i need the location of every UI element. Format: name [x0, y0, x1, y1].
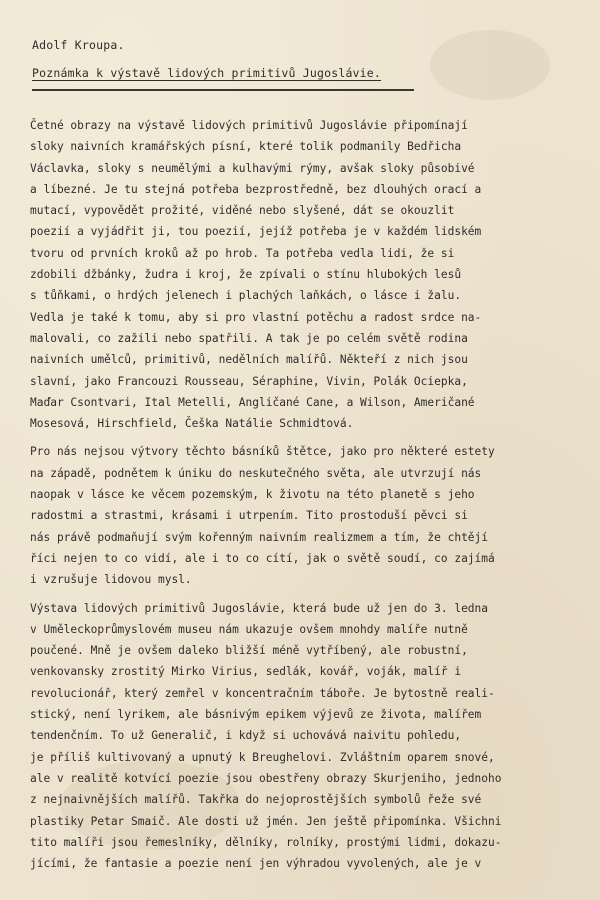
text-line: poučené. Mně je ovšem daleko bližší méně vytříbený, ale robustní, [30, 644, 468, 658]
text-line: tendenčním. To už Generalič, i když si uchovává naivitu pohledu, [30, 729, 462, 743]
text-line: Četné obrazy na výstavě lidových primitivů Jugoslávie připomínají [30, 119, 468, 132]
author-name: Adolf Kroupa. [32, 38, 125, 52]
text-line: Výstava lidových primitivů Jugoslávie, která bude už jen do 3. ledna [30, 601, 489, 615]
text-line: Vedla je také k tomu, aby si pro vlastní potěchu a radost srdce na- [30, 310, 482, 324]
text-line: naivních umělců, primitivů, nedělních malířů. Někteří z nich jsou [30, 353, 468, 367]
paper-stain [430, 30, 550, 100]
text-line: nás právě podmaňují svým kořenným naivním realizmem a tím, že chtějí [30, 530, 489, 544]
text-line: Mosesová, Hirschfield, Češka Natálie Schmidtová. [30, 417, 354, 431]
text-line: naopak v lásce ke věcem pozemským, k životu na této planetě s jeho [30, 488, 475, 502]
text-line: a líbezné. Je tu stejná potřeba bezprostředně, bez dlouhých orací a [30, 182, 482, 196]
paragraph [30, 115, 578, 434]
text-line: i vzrušuje lidovou mysl. [30, 573, 192, 587]
text-line: jícími, že fantasie a poezie není jen výhradou vyvolených, ale je v [30, 857, 482, 871]
text-line: zdobili džbánky, žudra i kroj, že zpívali o stínu hlubokých lesů [30, 268, 462, 282]
text-line: plastiky Petar Smaič. Ale dosti už jmén. Jen ještě připomínka. Všichni [30, 814, 502, 828]
text-line: Maďar Csontvari, Ital Metelli, Angličané Cane, a Wilson, Američané [30, 395, 475, 409]
text-line: ale v realitě kotvící poezie jsou obestřeny obrazy Skurjeniho, jednoho [30, 771, 502, 785]
text-line: na západě, podnětem k úniku do neskutečného světa, ale utvrzují nás [30, 466, 482, 480]
text-line: tito malíři jsou řemeslníky, dělníky, rolníky, prostými lidmi, dokazu- [30, 835, 502, 849]
text-line: sloky naivních kramářských písní, které tolik podmanily Bedřicha [30, 140, 462, 154]
text-line: v Uměleckoprůmyslovém museu nám ukazuje ovšem mnohdy malíře nutně [30, 622, 468, 636]
text-line: tvoru od prvních kroků až po hrob. Ta potřeba vedla lidi, že si [30, 246, 455, 260]
text-line: mutací, vypovědět prožité, viděné nebo slyšené, dát se okouzlit [30, 204, 455, 218]
text-line: radostmi a strastmi, krásami i utrpením. Tito prostoduší pěvci si [30, 509, 468, 523]
text-line: s tůňkami, o hrdých jelenech i plachých laňkách, o lásce i žalu. [30, 289, 462, 303]
paragraph [30, 441, 578, 590]
document-subject: Poznámka k výstavě lidových primitivů Jugoslávie. [32, 66, 382, 80]
text-line: revolucionář, který zemřel v koncentračním táboře. Je bytostně reali- [30, 686, 495, 700]
text-line: poezií a vyjádřit ji, tou poezií, jejíž potřeba je v každém lidském [30, 225, 482, 239]
text-line: malovali, co zažili nebo spatřili. A tak je po celém světě rodina [30, 331, 468, 345]
heading-rule [32, 89, 414, 91]
paragraph [30, 598, 578, 875]
text-line: slavní, jako Francouzi Rousseau, Séraphine, Vivin, Polák Ociepka, [30, 374, 468, 388]
text-line: je příliš kultivovaný a upnutý k Breughelovi. Zvláštním oparem snové, [30, 750, 495, 764]
text-line: venkovansky zrostitý Mirko Virius, sedlák, kovář, voják, malíř i [30, 665, 462, 679]
text-line: říci nejen to co vidí, ale i to co cítí, jak o světě soudí, co zajímá [30, 551, 495, 565]
text-line: Pro nás nejsou výtvory těchto básníků štětce, jako pro některé estety [30, 445, 495, 459]
document-body [30, 115, 578, 874]
text-line: z nejnaivnějších malířů. Takřka do nejoprostějších symbolů řeže své [30, 793, 482, 807]
text-line: stický, není lyrikem, ale básnivým epikem výjevů ze života, malířem [30, 708, 482, 722]
text-line: Václavka, sloky s neumělými a kulhavými rýmy, avšak sloky působivé [30, 161, 475, 175]
